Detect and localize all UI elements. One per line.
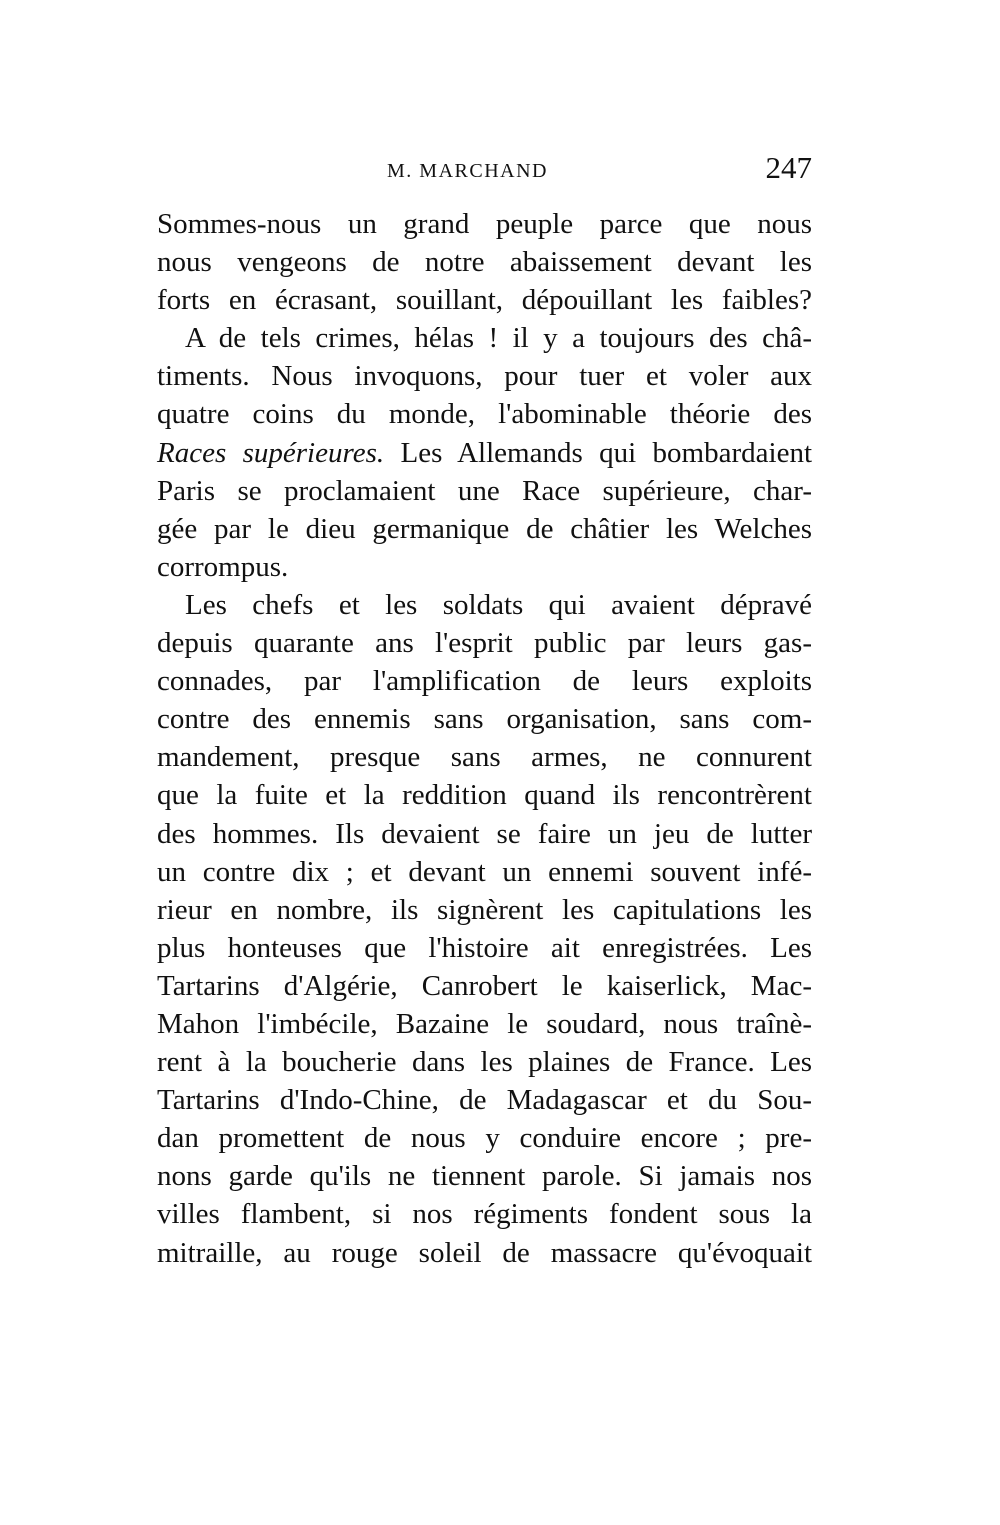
paragraph-first-line: Les chefs et les soldats qui avaient dépravé: [185, 588, 812, 621]
text-line: rent à la boucherie dans les plaines de France. Les: [157, 1046, 812, 1079]
text-line: connades, par l'amplification de leurs exploits: [157, 665, 812, 698]
text-fragment: Les Allemands qui bombardaient: [384, 436, 812, 469]
text-line: depuis quarante ans l'esprit public par leurs gas-: [157, 627, 812, 660]
text-line: timents. Nous invoquons, pour tuer et voler aux: [157, 360, 812, 393]
text-line: Tartarins d'Algérie, Canrobert le kaiserlick, Mac-: [157, 969, 812, 1002]
text-line: quatre coins du monde, l'abominable théorie des: [157, 398, 812, 431]
text-line: nous vengeons de notre abaissement devant les: [157, 246, 812, 279]
text-line: nons garde qu'ils ne tiennent parole. Si jamais nos: [157, 1160, 812, 1193]
paragraph-last-line: corrompus.: [157, 550, 289, 583]
body-text: [157, 205, 812, 1272]
text-line: dan promettent de nous y conduire encore ; pre-: [157, 1122, 812, 1155]
text-line: plus honteuses que l'histoire ait enregistrées. Les: [157, 931, 812, 964]
text-line: mandement, presque sans armes, ne connurent: [157, 741, 812, 774]
running-head: M. MARCHAND: [387, 160, 548, 182]
text-line: [157, 434, 812, 472]
text-line: mitraille, au rouge soleil de massacre qu'évoquait: [157, 1236, 812, 1269]
text-line: des hommes. Ils devaient se faire un jeu de lutter: [157, 817, 812, 850]
text-line: gée par le dieu germanique de châtier les Welches: [157, 512, 812, 545]
text-line: un contre dix ; et devant un ennemi souvent infé-: [157, 855, 812, 888]
text-line: Tartarins d'Indo-Chine, de Madagascar et du Sou-: [157, 1084, 812, 1117]
page-number: 247: [765, 150, 812, 185]
text-line: Sommes-nous un grand peuple parce que nous: [157, 208, 812, 240]
text-line: rieur en nombre, ils signèrent les capitulations les: [157, 893, 812, 926]
paragraph-first-line: A de tels crimes, hélas ! il y a toujours des châ-: [185, 322, 812, 355]
text-line: Mahon l'imbécile, Bazaine le soudard, nous traînè-: [157, 1007, 812, 1040]
text-line: forts en écrasant, souillant, dépouillant les faibles?: [157, 284, 812, 317]
text-line: villes flambent, si nos régiments fondent sous la: [157, 1198, 812, 1231]
text-line: Paris se proclamaient une Race supérieure, char-: [157, 474, 812, 507]
italic-phrase: Races supérieures.: [157, 436, 385, 469]
text-line: que la fuite et la reddition quand ils rencontrèrent: [157, 779, 812, 812]
text-line: contre des ennemis sans organisation, sans com-: [157, 703, 812, 736]
page-header: [157, 150, 812, 190]
